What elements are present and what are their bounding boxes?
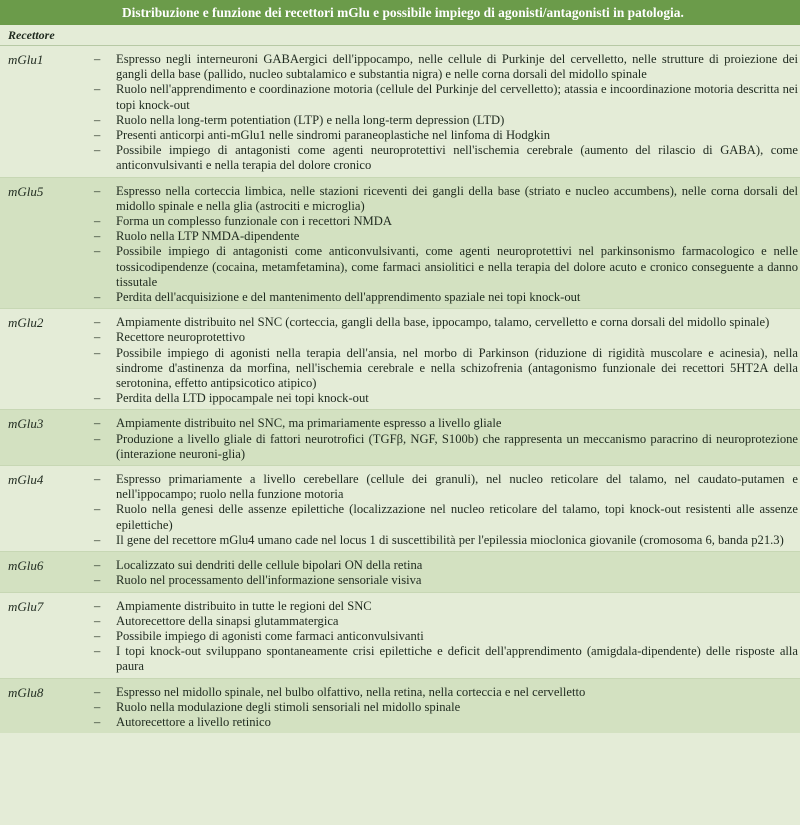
- list-item: – Espresso nel midollo spinale, nel bulbo olfattivo, nella retina, nella corteccia e nel cervelletto: [94, 685, 800, 700]
- list-item: – Possibile impiego di agonisti come farmaci anticonvulsivanti: [94, 629, 800, 644]
- list-item: – Produzione a livello gliale di fattori neurotrofici (TGFβ, NGF, S100b) che rappresenta un meccanismo paracrino di neuroprotezione (interazione neuroni-glia): [94, 432, 800, 462]
- receptor-items: [94, 682, 800, 731]
- receptor-items: [94, 49, 800, 174]
- list-item: – Possibile impiego di antagonisti come anticonvulsivanti, come agenti neuroprotettivi nel parkinsonismo farmacologico e nelle tossicodipendenze (cocaina, metamfetamina), come farmaci ansiolitici e nella terapia del dolore acuto e cronico conseguente a danno tissutale: [94, 244, 800, 290]
- list-item: – I topi knock-out sviluppano spontaneamente crisi epilettiche e deficit dell'apprendimento (amigdala-dipendente) delle risposte alla paura: [94, 644, 800, 674]
- receptor-table: [0, 46, 800, 733]
- list-item: – Ruolo nella LTP NMDA-dipendente: [94, 229, 800, 244]
- receptor-items: [94, 596, 800, 675]
- receptor-row-mglu8: [0, 678, 800, 734]
- list-item: – Ruolo nella genesi delle assenze epilettiche (localizzazione nel nucleo reticolare del talamo, topi knock-out resistenti alle assenze epilettiche): [94, 502, 800, 532]
- receptor-items: [94, 312, 800, 406]
- list-item: – Ruolo nel processamento dell'informazione sensoriale visiva: [94, 573, 800, 588]
- list-item: – Autorecettore della sinapsi glutammatergica: [94, 614, 800, 629]
- column-header: Recettore: [0, 25, 800, 46]
- list-item: – Possibile impiego di agonisti nella terapia dell'ansia, nel morbo di Parkinson (riduzione di rigidità muscolare e acinesia), nella sindrome d'astinenza da morfina, nell'ischemia cerebrale e nella schizofrenia (antagonismo funzionale dei recettori 5HT2A della serotonina, effetto antipsicotico atipico): [94, 346, 800, 392]
- list-item: – Ruolo nell'apprendimento e coordinazione motoria (cellule del Purkinje del cervelletto); atassia e incoordinazione motoria descritta nei topi knock-out: [94, 82, 800, 112]
- receptor-items: [94, 413, 800, 462]
- list-item: – Possibile impiego di antagonisti come agenti neuroprotettivi nell'ischemia cerebrale (aumento del rilascio di GABA), come anticonvulsivanti e nella terapia del dolore cronico: [94, 143, 800, 173]
- list-item: – Autorecettore a livello retinico: [94, 715, 800, 730]
- receptor-row-mglu1: [0, 46, 800, 177]
- receptor-name: mGlu7: [8, 598, 44, 614]
- receptor-name: mGlu1: [8, 52, 44, 67]
- receptor-row-mglu7: [0, 592, 800, 678]
- table-title: Distribuzione e funzione dei recettori mGlu e possibile impiego di agonisti/antagonisti in patologia.: [0, 0, 800, 25]
- receptor-name: mGlu4: [8, 472, 44, 488]
- list-item: – Ampiamente distribuito nel SNC (corteccia, gangli della base, ippocampo, talamo, cervelletto e corna dorsali del midollo spinale): [94, 315, 800, 330]
- list-item: – Ampiamente distribuito nel SNC, ma primariamente espresso a livello gliale: [94, 416, 800, 431]
- list-item: – Ruolo nella long-term potentiation (LTP) e nella long-term depression (LTD): [94, 113, 800, 128]
- receptor-name: mGlu8: [8, 684, 44, 700]
- list-item: – Espresso nella corteccia limbica, nelle stazioni riceventi dei gangli della base (striato e nucleo accumbens), nelle corna dorsali del midollo spinale e nella glia (astrociti e microglia): [94, 184, 800, 214]
- list-item: – Espresso primariamente a livello cerebellare (cellule dei granuli), nel nucleo reticolare del talamo, nel caudato-putamen e nell'ippocampo; ruolo nella funzione motoria: [94, 472, 800, 502]
- receptor-items: [94, 555, 800, 588]
- list-item: – Il gene del recettore mGlu4 umano cade nel locus 1 di suscettibilità per l'epilessia mioclonica giovanile (cromosoma 6, banda p21.3): [94, 533, 800, 548]
- list-item: – Recettore neuroprotettivo: [94, 330, 800, 345]
- receptor-row-mglu2: [0, 308, 800, 409]
- list-item: – Ruolo nella modulazione degli stimoli sensoriali nel midollo spinale: [94, 700, 800, 715]
- receptor-items: [94, 181, 800, 306]
- receptor-row-mglu5: [0, 177, 800, 309]
- receptor-name: mGlu2: [8, 315, 44, 331]
- list-item: – Forma un complesso funzionale con i recettori NMDA: [94, 214, 800, 229]
- receptor-items: [94, 469, 800, 548]
- list-item: – Espresso negli interneuroni GABAergici dell'ippocampo, nelle cellule di Purkinje del cervelletto, nelle strutture di proiezione dei gangli della base (pallido, nucleo subtalamico e substantia nigra) e nelle corna dorsali del midollo spinale: [94, 52, 800, 82]
- receptor-row-mglu4: [0, 465, 800, 551]
- receptor-row-mglu3: [0, 409, 800, 465]
- list-item: – Ampiamente distribuito in tutte le regioni del SNC: [94, 599, 800, 614]
- list-item: – Perdita della LTD ippocampale nei topi knock-out: [94, 391, 800, 406]
- receptor-name: mGlu3: [8, 416, 44, 432]
- list-item: – Perdita dell'acquisizione e del mantenimento dell'apprendimento spaziale nei topi knock-out: [94, 290, 800, 305]
- list-item: – Localizzato sui dendriti delle cellule bipolari ON della retina: [94, 558, 800, 573]
- list-item: – Presenti anticorpi anti-mGlu1 nelle sindromi paraneoplastiche nel linfoma di Hodgkin: [94, 128, 800, 143]
- receptor-name: mGlu6: [8, 558, 44, 574]
- receptor-name: mGlu5: [8, 183, 44, 199]
- receptor-row-mglu6: [0, 551, 800, 591]
